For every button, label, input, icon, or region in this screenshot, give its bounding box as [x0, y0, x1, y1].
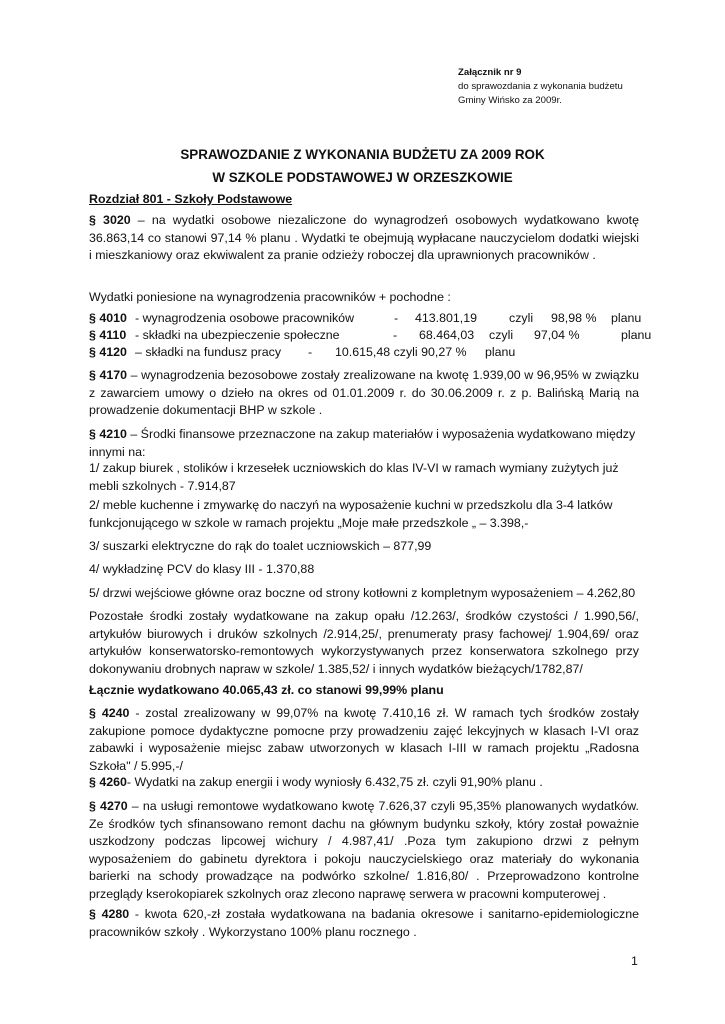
wage-tail: planu: [485, 345, 516, 359]
wage-code: § 4010: [89, 311, 127, 325]
wages-intro: Wydatki poniesione na wynagrodzenia pracowników + pochodne :: [89, 290, 451, 304]
list-item: 1/ zakup biurek , stolików i krzesełek uczniowskich do klas IV-VI w ramach wymiany zużytych już mebli szkolnych - 7.914,87: [89, 461, 619, 493]
list-item: 5/ drzwi wejściowe główne oraz boczne od strony kotłowni z kompletnym wyposażeniem – 4.262,80: [89, 586, 636, 600]
paragraph-4270: [89, 798, 639, 903]
paragraph-4210: [89, 426, 639, 461]
document-title: SPRAWOZDANIE Z WYKONANIA BUDŻETU ZA 2009 ROK: [180, 147, 545, 162]
paragraph-4280: [89, 906, 639, 941]
wage-description: – składki na fundusz pracy: [135, 345, 282, 359]
attachment-label: Załącznik nr 9: [458, 67, 522, 78]
total-line: Łącznie wydatkowano 40.065,43 zł. co stanowi 99,99% planu: [89, 683, 444, 697]
attachment-note: [458, 66, 623, 108]
wage-description: - składki na ubezpieczenie społeczne: [135, 328, 340, 342]
paragraph-code: § 4280: [89, 907, 130, 921]
wage-description: - wynagrodzenia osobowe pracowników: [135, 311, 355, 325]
wage-row: [89, 328, 652, 345]
list-item: 3/ suszarki elektryczne do rąk do toalet uczniowskich – 877,99: [89, 539, 432, 553]
wage-word: czyli: [509, 311, 534, 325]
wage-row: [89, 345, 639, 362]
wage-dash: -: [394, 311, 399, 325]
wage-amount: 10.615,48 czyli 90,27 %: [335, 345, 467, 359]
attachment-line-3: Gminy Wińsko za 2009r.: [458, 95, 562, 106]
chapter-heading: Rozdział 801 - Szkoły Podstawowe: [89, 192, 293, 206]
paragraph-text: - Wydatki na zakup energii i wody wyniosły 6.432,75 zł. czyli 91,90% planu .: [126, 775, 543, 789]
paragraph-text: - kwota 620,-zł została wydatkowana na badania okresowe i sanitarno-epidemiologiczne pracowników szkoły . Wykorzystano 100% planu rocznego .: [89, 907, 639, 939]
page-number: 1: [631, 954, 638, 968]
wage-tail: planu: [611, 311, 642, 325]
remaining-expenses: Pozostałe środki zostały wydatkowane na zakup opału /12.263/, środków czystości / 1.990,56/, artykułów biurowych i druków szkolnych /2.914,25/, prenumeraty prasy fachowej/ 1.904,69/ oraz artykułów konserwatorsko-remontowych wykorzystywanych przez konserwatora szkolnego przy dokonywaniu drobnych napraw w szkole/ 1.385,52/ i innych wydatków bieżących/1782,87/: [89, 609, 639, 676]
wage-word: czyli: [489, 328, 514, 342]
paragraph-4260: [89, 774, 639, 792]
paragraph-code: § 4240: [89, 706, 130, 720]
paragraph-4170: [89, 367, 639, 420]
wage-percent: 97,04 %: [534, 328, 580, 342]
wage-amount: 68.464,03: [419, 328, 475, 342]
paragraph-text: – na wydatki osobowe niezaliczone do wynagrodzeń osobowych wydatkowano kwotę 36.863,14 co stanowi 97,14 % planu . Wydatki te obejmują wypłacane nauczycielom dodatki wiejski i mieszkaniowy oraz ekwiwalent za pranie odzieży roboczej dla uprawnionych pracowników .: [89, 213, 639, 262]
wage-percent: 98,98 %: [551, 311, 597, 325]
attachment-line-2: do sprawozdania z wykonania budżetu: [458, 81, 623, 92]
wage-code: § 4120: [89, 345, 127, 359]
wage-row: [89, 311, 642, 328]
list-item: 2/ meble kuchenne i zmywarkę do naczyń na wyposażenie kuchni w przedszkolu dla 3-4 latków funkcjonującego w szkole w ramach projektu „Moje małe przedszkole „ – 3.398,-: [89, 498, 613, 530]
paragraph-4240: [89, 705, 639, 775]
paragraph-code: § 4210: [89, 427, 127, 441]
paragraph-text: - zostal zrealizowany w 99,07% na kwotę 7.410,16 zł. W ramach tych środków zostały zakupione pomoce dydaktyczne pomocne przy prowadzeniu zajęć lekcyjnych w klasach I-VI oraz zabawki i wyposażenie miejsc zabaw utworzonych w klasach I-III w ramach projektu „Radosna Szkoła" / 5.995,-/: [89, 706, 639, 773]
paragraph-code: § 4260: [89, 775, 127, 789]
paragraph-text: – Środki finansowe przeznaczone na zakup materiałów i wyposażenia wydatkowano między innymi na:: [89, 427, 636, 459]
wage-tail: planu: [621, 328, 652, 342]
wage-amount: 413.801,19: [415, 311, 478, 325]
paragraph-code: § 4270: [89, 799, 128, 813]
paragraph-code: § 4170: [89, 368, 128, 382]
wage-dash: -: [308, 345, 313, 359]
document-subtitle: W SZKOLE PODSTAWOWEJ W ORZESZKOWIE: [212, 170, 513, 185]
paragraph-code: § 3020: [89, 213, 131, 227]
paragraph-3020: [89, 212, 639, 265]
paragraph-text: – na usługi remontowe wydatkowano kwotę 7.626,37 czyli 95,35% planowanych wydatków. Ze środków tych sfinansowano remont dachu na głównym budynku szkoły, który został poważnie uszkodzony podczas lipcowej wichury / 4.987,41/ .Poza tym zakupiono drzwi z pełnym wyposażeniem do gabinetu dyrektora i pokoju nauczycielskiego oraz materiały do wykonania barierki na schody prowadzące na podwórko szkolne/ 1.816,80/ . Przeprowadzono kontrolne przeglądy kserokopiarek szkolnych oraz zlecono naprawę serwera w pracowni komputerowej .: [89, 799, 639, 901]
wage-code: § 4110: [89, 328, 127, 342]
list-item: 4/ wykładzinę PCV do klasy III - 1.370,88: [89, 562, 315, 576]
paragraph-text: – wynagrodzenia bezosobowe zostały zrealizowane na kwotę 1.939,00 w 96,95% w związku z zawarciem umowy o dzieło na okres od 01.01.2009 r. do 30.06.2009 r. z p. Balińską Marią na prowadzenie dokumentacji BHP w szkole .: [89, 368, 639, 417]
wage-dash: -: [393, 328, 398, 342]
